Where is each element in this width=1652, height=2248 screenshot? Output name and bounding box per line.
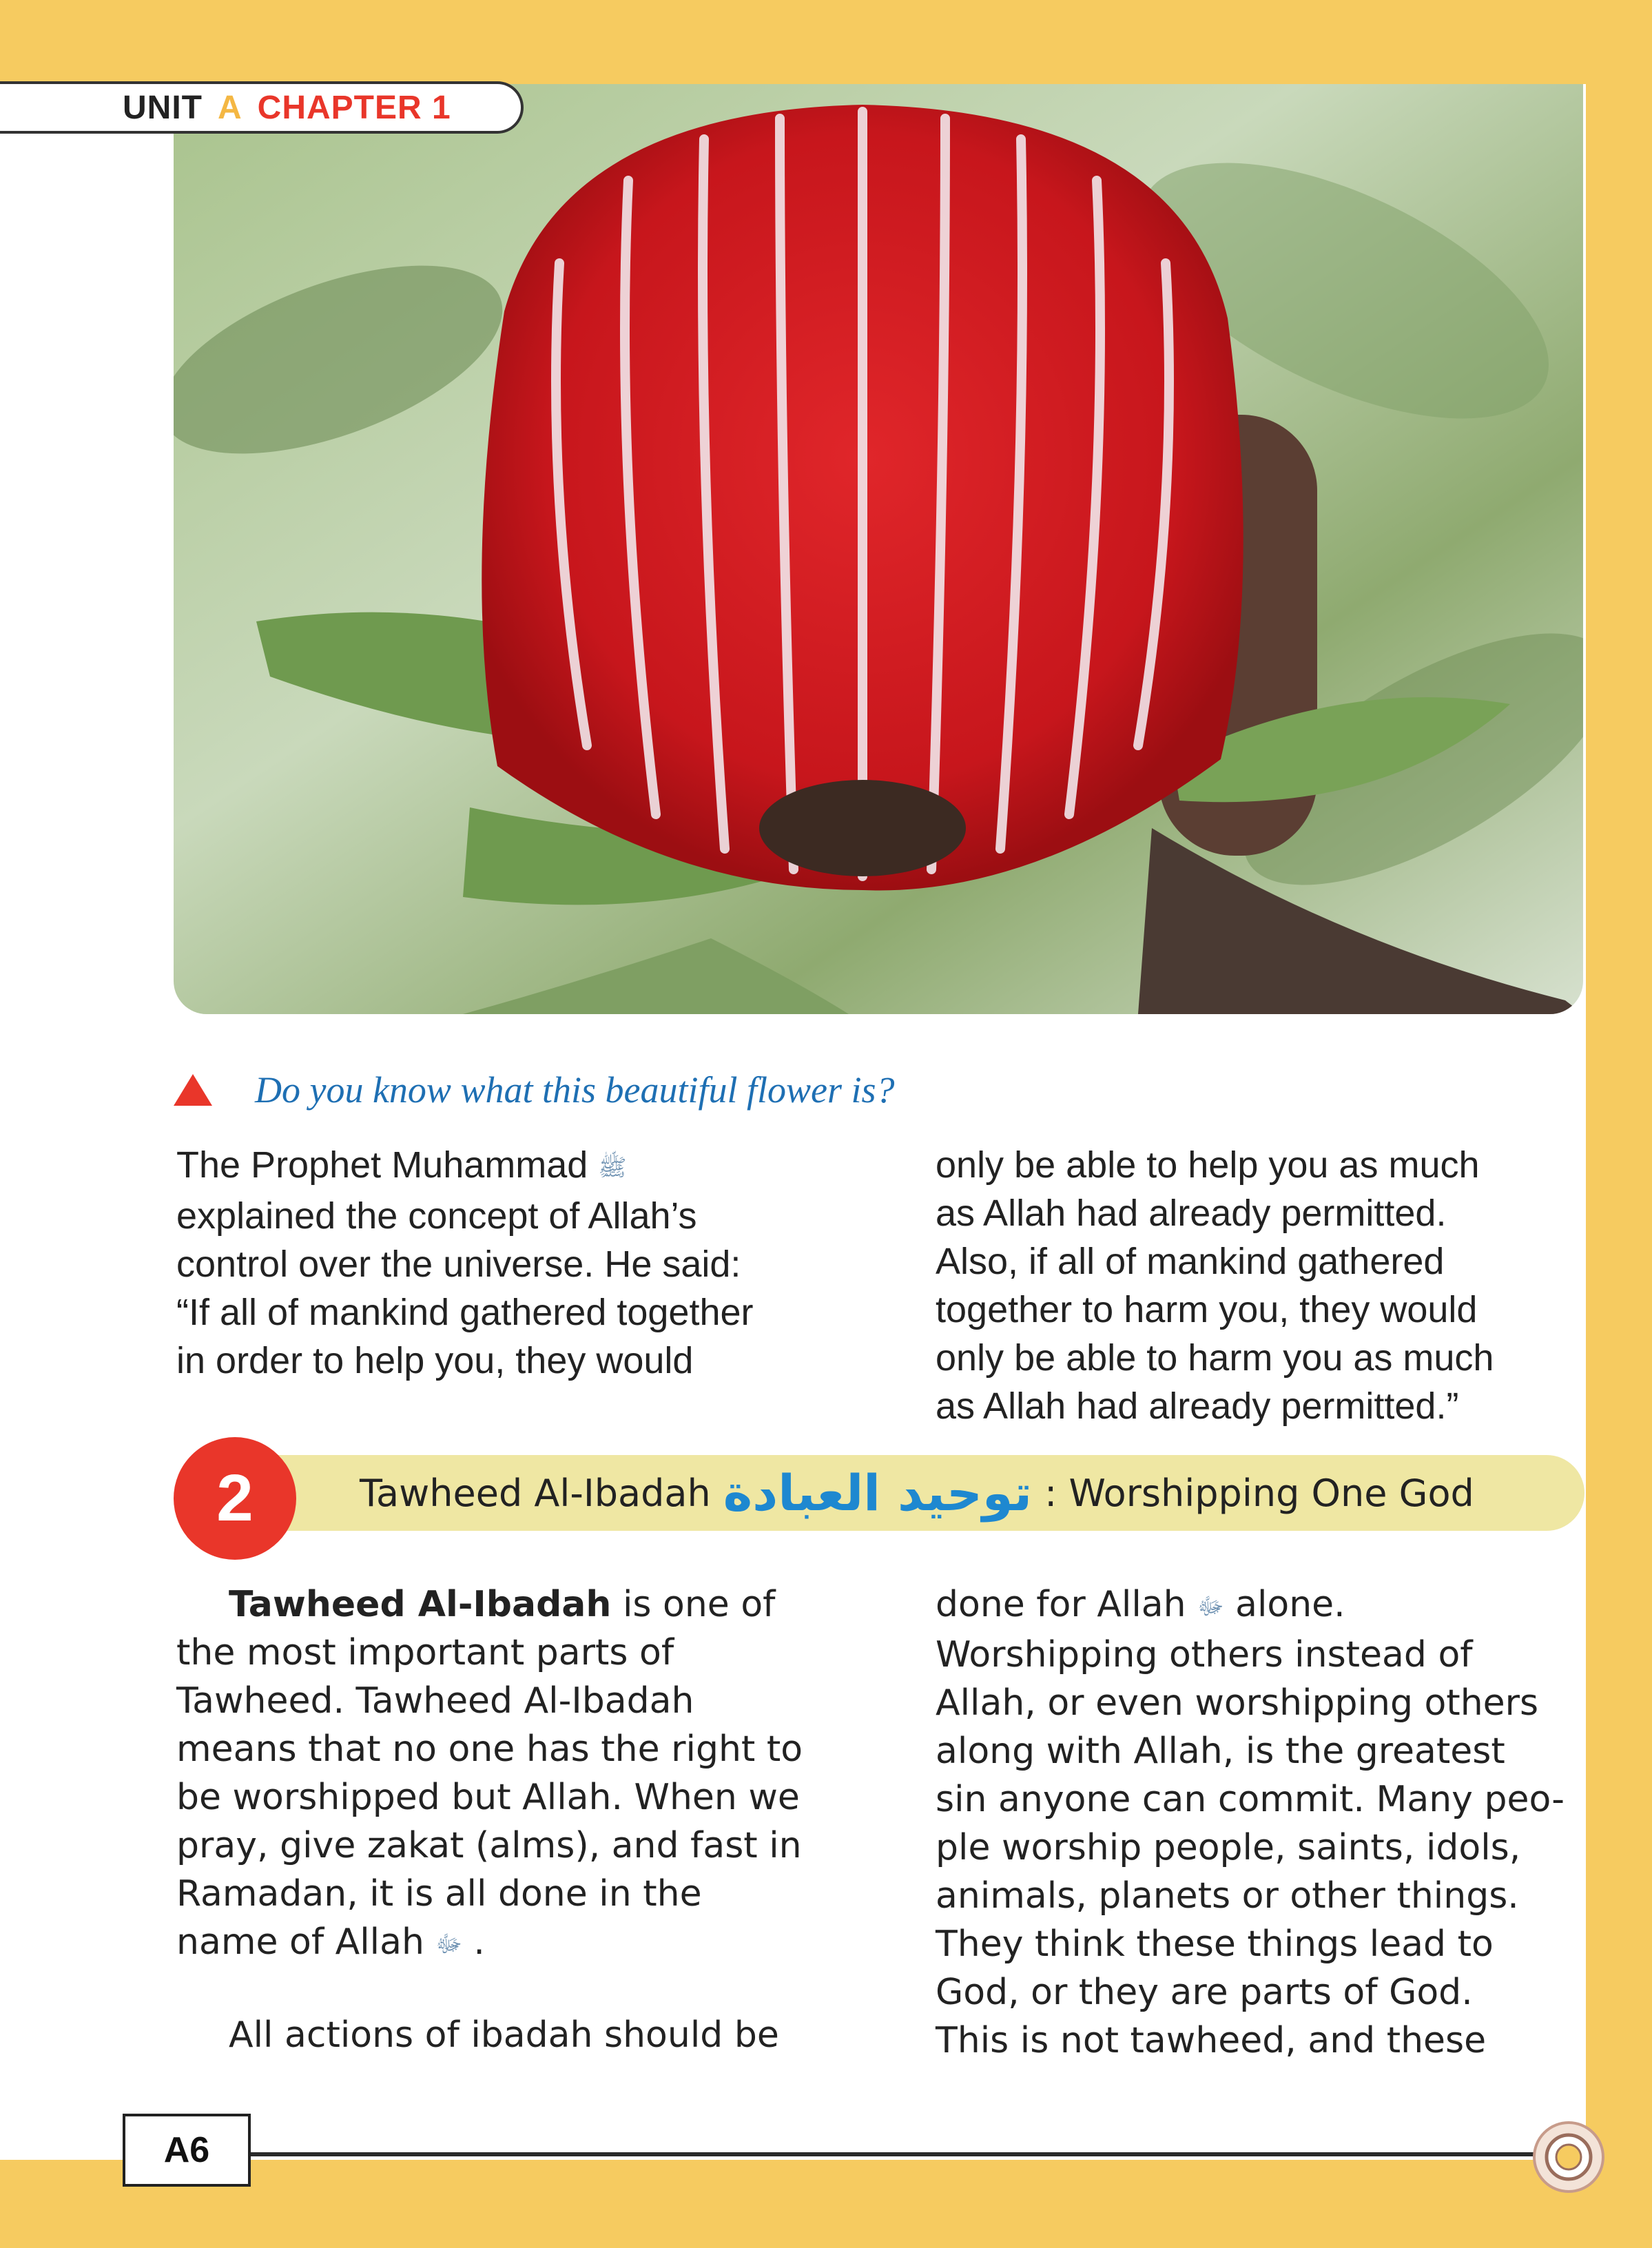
intro-column-left	[176, 1141, 865, 1385]
text-line: Worshipping others instead of	[936, 1634, 1473, 1675]
section-number: 2	[174, 1437, 296, 1560]
text-line: in order to help you, they would	[176, 1339, 694, 1381]
text-line: ple worship people, saints, idols,	[936, 1827, 1521, 1868]
text-line: together to harm you, they would	[936, 1289, 1478, 1330]
chapter-label: CHAPTER 1	[257, 89, 451, 126]
ornament-icon	[1531, 2119, 1607, 2195]
text-line: be worshipped but Allah. When we	[176, 1777, 800, 1818]
unit-letter: A	[217, 89, 242, 126]
text-line: as Allah had already permitted.	[936, 1193, 1447, 1234]
text-line: explained the concept of Allah’s	[176, 1195, 697, 1237]
page-number: A6	[123, 2114, 251, 2187]
text-line: Also, if all of mankind gathered	[936, 1241, 1445, 1282]
section-title-en: Tawheed Al-Ibadah	[360, 1471, 711, 1515]
footer-rule	[248, 2152, 1536, 2156]
text-line: name of Allah ﷻ .	[176, 1918, 865, 1968]
text-line: pray, give zakat (alms), and fast in	[176, 1825, 802, 1866]
text-line: sin anyone can commit. Many peo-	[936, 1779, 1565, 1820]
text-line: only be able to help you as much	[936, 1144, 1480, 1186]
chapter-tab	[0, 81, 524, 134]
text-line: control over the universe. He said:	[176, 1243, 741, 1285]
text-line: along with Allah, is the greatest	[936, 1731, 1505, 1772]
intro-column-right	[936, 1141, 1597, 1430]
text-line: Tawheed. Tawheed Al-Ibadah	[176, 1680, 694, 1722]
text-line: God, or they are parts of God.	[936, 1972, 1473, 2013]
triangle-icon	[174, 1074, 212, 1106]
text-line: This is not tawheed, and these	[936, 2020, 1487, 2061]
section-title-rest: : Worshipping One God	[1044, 1471, 1474, 1515]
text-line: only be able to harm you as much	[936, 1337, 1494, 1379]
top-band	[0, 0, 1652, 84]
text-line: All actions of ibadah should be	[229, 2014, 779, 2056]
text-line: They think these things lead to	[936, 1924, 1494, 1965]
text-line: the most important parts of	[176, 1632, 674, 1673]
flower-photo	[174, 84, 1583, 1014]
text-line: Ramadan, it is all done in the	[176, 1873, 702, 1915]
section-title-ar: توحيد العبادة	[723, 1464, 1033, 1522]
section-heading	[229, 1455, 1584, 1531]
caption-text: Do you know what this beautiful flower is?	[255, 1069, 895, 1111]
text-line: animals, planets or other things.	[936, 1875, 1519, 1917]
text-line: as Allah had already permitted.”	[936, 1385, 1459, 1427]
body-column-right	[936, 1580, 1597, 2065]
body-column-left	[176, 1580, 865, 2059]
photo-caption	[174, 1065, 895, 1115]
text-line: done for Allah ﷻ alone.	[936, 1580, 1597, 1631]
text-line: Allah, or even worshipping others	[936, 1682, 1539, 1724]
text-line: means that no one has the right to	[176, 1729, 803, 1770]
text-line: The Prophet Muhammad ﷺ	[176, 1141, 865, 1192]
unit-label: UNIT	[123, 89, 203, 126]
allah-glyph-icon: ﷻ	[1197, 1593, 1224, 1620]
text-line: Tawheed Al-Ibadah is one of	[229, 1584, 776, 1625]
salutation-glyph-icon: ﷺ	[598, 1154, 627, 1181]
allah-glyph-icon: ﷻ	[435, 1930, 462, 1958]
text-line: “If all of mankind gathered together	[176, 1291, 754, 1333]
